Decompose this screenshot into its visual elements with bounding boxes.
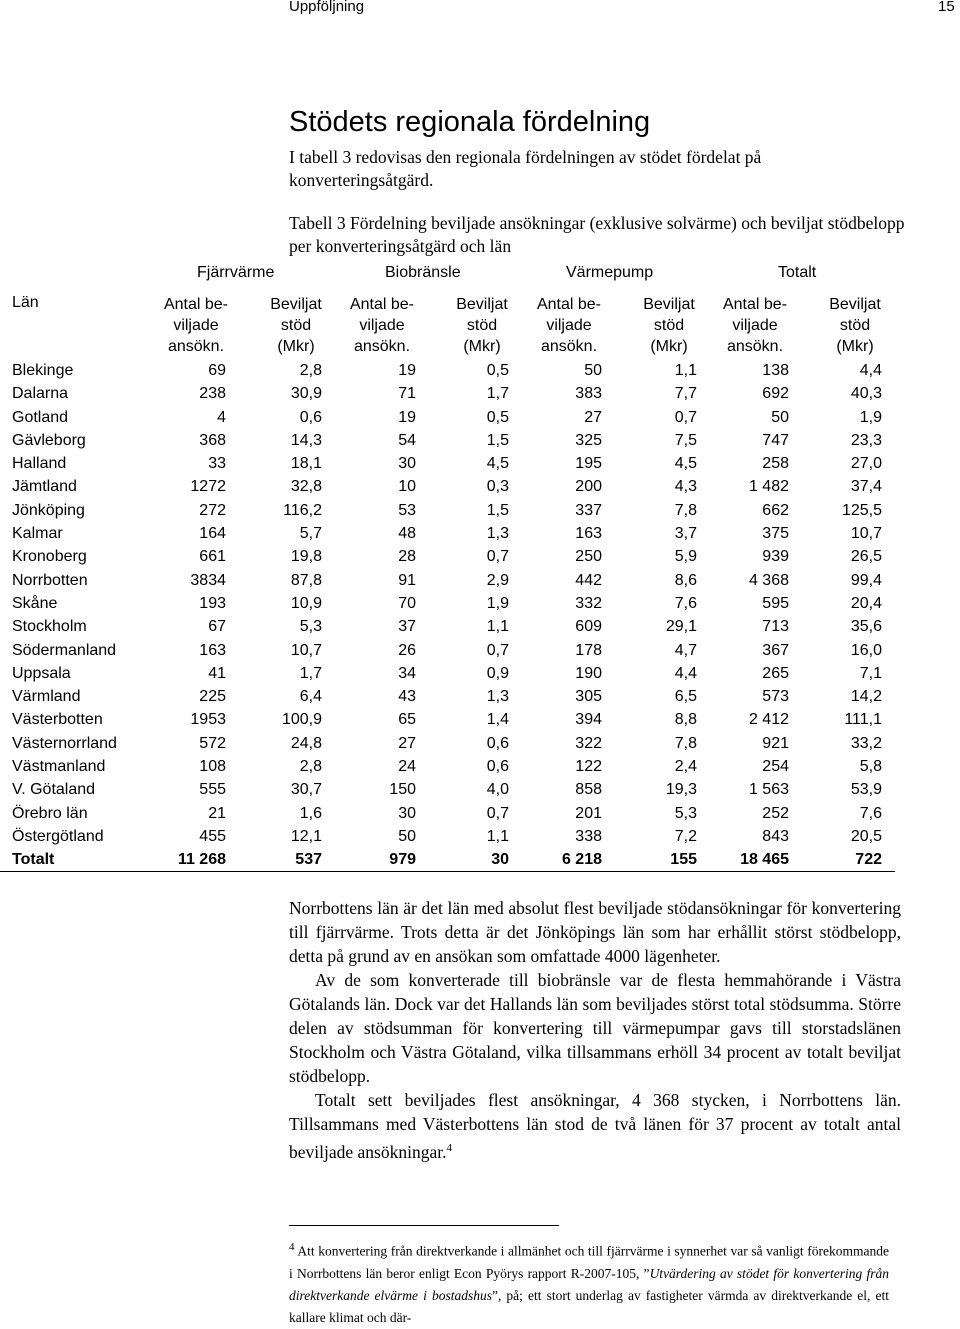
table-cell: 573 xyxy=(762,688,789,706)
table-cell: 23,3 xyxy=(850,431,882,449)
column-header-stod: Beviljat stöd (Mkr) xyxy=(829,296,881,355)
county-name: Stockholm xyxy=(12,618,87,636)
table-cell: 0,9 xyxy=(486,664,509,682)
table-cell: 21 xyxy=(208,804,226,822)
table-cell: 30,9 xyxy=(290,385,322,403)
table-cell: 322 xyxy=(575,734,602,752)
table-cell: 30,7 xyxy=(290,781,322,799)
county-name: Gävleborg xyxy=(12,431,86,449)
county-name: Dalarna xyxy=(12,385,69,403)
column-header-stod: Beviljat stöd (Mkr) xyxy=(456,296,508,355)
table-cell: 2,4 xyxy=(674,758,697,776)
page-number: 15 xyxy=(938,0,955,15)
table-cell: 91 xyxy=(398,571,416,589)
county-name: Blekinge xyxy=(12,362,74,379)
table-row xyxy=(12,476,892,499)
table-cell: 12,1 xyxy=(290,827,322,845)
table-cell: 65 xyxy=(398,711,416,729)
column-header-stod: Beviljat stöd (Mkr) xyxy=(643,296,695,355)
table-cell: 2,9 xyxy=(486,571,509,589)
table-cell: 572 xyxy=(199,734,226,752)
table-cell: 595 xyxy=(762,594,789,612)
table-cell: 10 xyxy=(398,478,416,496)
table-cell: 27 xyxy=(398,734,416,752)
table-cell: 1 563 xyxy=(748,781,789,799)
table-row xyxy=(12,360,892,383)
table-cell: 252 xyxy=(762,804,789,822)
table-cell: 30 xyxy=(398,804,416,822)
table-cell: 32,8 xyxy=(290,478,322,496)
table-cell: 661 xyxy=(199,548,226,566)
table-cell: 14,2 xyxy=(850,688,882,706)
table-cell: 41 xyxy=(208,664,226,682)
table-cell: 71 xyxy=(398,385,416,403)
table-cell: 1,1 xyxy=(674,362,697,379)
body-paragraph: Norrbottens län är det län med absolut flest beviljade stödansökningar för konvertering till fjärrvärme. Trots detta är det Jönköpings län som har erhållit störst stödbelopp, detta på grund av en ansökan som omfattade 4000 lägenheter. xyxy=(289,898,901,966)
table-cell: 19 xyxy=(398,362,416,379)
table-cell: 8,8 xyxy=(674,711,697,729)
group-header-biobransle: Biobränsle xyxy=(385,264,461,281)
table-cell: 33 xyxy=(208,455,226,473)
table-row xyxy=(12,779,892,802)
body-text xyxy=(289,896,901,1164)
table-cell: 7,6 xyxy=(859,804,882,822)
table-cell: 20,5 xyxy=(850,827,882,845)
table-cell: 0,7 xyxy=(674,408,697,426)
table-cell: 7,6 xyxy=(674,594,697,612)
table-cell: 37,4 xyxy=(850,478,882,496)
table-cell: 1,5 xyxy=(486,431,509,449)
county-name: Jämtland xyxy=(12,478,77,496)
section-title: Stödets regionala fördelning xyxy=(289,106,651,138)
table-cell: 5,8 xyxy=(859,758,882,776)
table-cell: 939 xyxy=(762,548,789,566)
table-cell: 29,1 xyxy=(665,618,697,636)
table-cell: 1,1 xyxy=(486,827,509,845)
table-cell: 0,7 xyxy=(486,641,509,659)
table-cell: 108 xyxy=(199,758,226,776)
table-cell: 662 xyxy=(762,501,789,519)
table-cell: 367 xyxy=(762,641,789,659)
column-header-antal: Antal be- viljade ansökn. xyxy=(163,296,229,355)
table-cell: 18 465 xyxy=(740,851,789,869)
table-cell: 150 xyxy=(389,781,416,799)
table-cell: 163 xyxy=(199,641,226,659)
footnote-rule xyxy=(289,1225,559,1226)
table-cell: 3834 xyxy=(190,571,226,589)
table-cell: 0,6 xyxy=(486,734,509,752)
county-name: Västerbotten xyxy=(12,711,103,729)
column-header-antal: Antal be- viljade ansökn. xyxy=(722,296,788,355)
table-cell: 125,5 xyxy=(841,501,882,519)
table-cell: 1953 xyxy=(190,711,226,729)
table-cell: 195 xyxy=(575,455,602,473)
table-cell: 34 xyxy=(398,664,416,682)
table-cell: 713 xyxy=(762,618,789,636)
table-row xyxy=(12,570,892,593)
table-row xyxy=(12,523,892,546)
table-cell: 858 xyxy=(575,781,602,799)
table-cell: 921 xyxy=(762,734,789,752)
table-cell: 7,7 xyxy=(674,385,697,403)
county-name: V. Götaland xyxy=(12,781,96,799)
table-cell: 1,4 xyxy=(486,711,509,729)
table-cell: 5,7 xyxy=(299,525,322,543)
table-caption: Tabell 3 Fördelning beviljade ansökningar (exklusive solvärme) och beviljat stödbelopp per konverteringsåtgärd och län xyxy=(289,213,905,256)
table-cell: 24,8 xyxy=(290,734,322,752)
table-cell: 18,1 xyxy=(290,455,322,473)
table-cell: 7,1 xyxy=(859,664,882,682)
table-cell: 254 xyxy=(762,758,789,776)
table-row xyxy=(12,407,892,430)
table-row xyxy=(12,593,892,616)
table-cell: 979 xyxy=(389,851,416,869)
table-cell: 609 xyxy=(575,618,602,636)
table-row xyxy=(12,663,892,686)
column-header-antal: Antal be- viljade ansökn. xyxy=(349,296,415,355)
table-cell: 40,3 xyxy=(850,385,882,403)
table-cell: 258 xyxy=(762,455,789,473)
table-row xyxy=(12,756,892,779)
table-cell: 178 xyxy=(575,641,602,659)
table-cell: 33,2 xyxy=(850,734,882,752)
county-name: Kronoberg xyxy=(12,548,87,566)
table-row xyxy=(12,733,892,756)
county-name: Värmland xyxy=(12,688,81,706)
table-cell: 1,7 xyxy=(299,664,322,682)
table-cell: 24 xyxy=(398,758,416,776)
footnote: $^4$ Att konvertering från direktverkande i allmänhet och till fjärrvärme i synnerhet var så vanligt förekommande i Norrbottens län beror enligt Econ Pyörys rapport R-2007-105, ”Utvärdering av stödet för konvertering från direktverkande elvärme i bostadshus”, på; ett stort underlag av fastigheter värmda av direktverkande el, ett kallare klimat och där- xyxy=(289,1241,890,1325)
table-cell: 50 xyxy=(398,827,416,845)
table-cell: 5,9 xyxy=(674,548,697,566)
table-cell: 6,5 xyxy=(674,688,697,706)
table-cell: 0,5 xyxy=(486,362,509,379)
table-row xyxy=(12,546,892,569)
table-cell: 747 xyxy=(762,431,789,449)
table-cell: 305 xyxy=(575,688,602,706)
table-cell: 99,4 xyxy=(850,571,882,589)
table-cell: 19,3 xyxy=(665,781,697,799)
table-cell: 375 xyxy=(762,525,789,543)
table-cell: 6,4 xyxy=(299,688,322,706)
table-cell: 272 xyxy=(199,501,226,519)
table-cell: 4 xyxy=(217,408,226,426)
table-cell: 111,1 xyxy=(844,711,882,729)
table-cell: 10,7 xyxy=(850,525,882,543)
table-cell: 0,5 xyxy=(486,408,509,426)
column-header-antal: Antal be- viljade ansökn. xyxy=(536,296,602,355)
county-name: Totalt xyxy=(12,851,55,869)
table-cell: 337 xyxy=(575,501,602,519)
table-cell: 4,4 xyxy=(674,664,697,682)
county-name: Västernorrland xyxy=(12,734,117,752)
table-cell: 1,9 xyxy=(859,408,882,426)
table-cell: 200 xyxy=(575,478,602,496)
table-cell: 1,9 xyxy=(486,594,509,612)
table-cell: 0,3 xyxy=(486,478,509,496)
table-row xyxy=(12,616,892,639)
table-cell: 163 xyxy=(575,525,602,543)
table-cell: 1,7 xyxy=(486,385,509,403)
table-row xyxy=(12,826,892,849)
table-cell: 20,4 xyxy=(850,594,882,612)
column-header-lan: Län xyxy=(12,294,39,311)
table-cell: 555 xyxy=(199,781,226,799)
table-cell: 1,3 xyxy=(486,688,509,706)
table-cell: 4,5 xyxy=(486,455,509,473)
table-row xyxy=(12,803,892,826)
table-cell: 3,7 xyxy=(674,525,697,543)
table-cell: 238 xyxy=(199,385,226,403)
table-cell: 70 xyxy=(398,594,416,612)
table-cell: 4,5 xyxy=(674,455,697,473)
table-cell: 1,6 xyxy=(299,804,322,822)
table-cell: 69 xyxy=(208,362,226,379)
table-cell: 843 xyxy=(762,827,789,845)
table-cell: 4,3 xyxy=(674,478,697,496)
table-row xyxy=(12,453,892,476)
table-cell: 5,3 xyxy=(299,618,322,636)
table-cell: 35,6 xyxy=(850,618,882,636)
table-cell: 26,5 xyxy=(850,548,882,566)
table-cell: 692 xyxy=(762,385,789,403)
county-name: Uppsala xyxy=(12,664,71,682)
table-cell: 50 xyxy=(584,362,602,379)
table-cell: 1272 xyxy=(190,478,226,496)
table-cell: 1 482 xyxy=(748,478,789,496)
table-cell: 455 xyxy=(199,827,226,845)
table-cell: 250 xyxy=(575,548,602,566)
table-cell: 8,6 xyxy=(674,571,697,589)
county-name: Örebro län xyxy=(12,804,88,822)
table-cell: 2,8 xyxy=(299,758,322,776)
county-name: Jönköping xyxy=(12,501,85,519)
table-row xyxy=(12,430,892,453)
table-cell: 16,0 xyxy=(850,641,882,659)
table-cell: 116,2 xyxy=(283,501,322,519)
table-total-row xyxy=(12,849,892,872)
county-name: Västmanland xyxy=(12,758,106,776)
county-name: Norrbotten xyxy=(12,571,88,589)
data-table-body xyxy=(12,360,892,873)
table-cell: 10,7 xyxy=(290,641,322,659)
table-cell: 27,0 xyxy=(850,455,882,473)
table-cell: 2,8 xyxy=(299,362,322,379)
table-cell: 0,7 xyxy=(486,548,509,566)
table-cell: 6 218 xyxy=(561,851,602,869)
table-cell: 338 xyxy=(575,827,602,845)
table-cell: 14,3 xyxy=(290,431,322,449)
table-cell: 265 xyxy=(762,664,789,682)
table-row xyxy=(12,500,892,523)
county-name: Östergötland xyxy=(12,827,104,845)
table-cell: 4,4 xyxy=(859,362,882,379)
county-name: Kalmar xyxy=(12,525,63,543)
table-cell: 27 xyxy=(584,408,602,426)
table-cell: 394 xyxy=(575,711,602,729)
table-cell: 332 xyxy=(575,594,602,612)
table-cell: 122 xyxy=(575,758,602,776)
intro-paragraph: I tabell 3 redovisas den regionala fördelningen av stödet fördelat på konverteringsåtgärd. xyxy=(289,147,762,190)
table-cell: 190 xyxy=(575,664,602,682)
table-cell: 1,1 xyxy=(486,618,509,636)
county-name: Gotland xyxy=(12,408,69,426)
group-header-fjarrvarme: Fjärrvärme xyxy=(197,264,275,281)
table-cell: 138 xyxy=(762,362,789,379)
footnote-number: 4 xyxy=(289,1241,295,1253)
table-cell: 225 xyxy=(199,688,226,706)
footnote-reference: 4 xyxy=(446,1142,452,1154)
table-cell: 5,3 xyxy=(674,804,697,822)
table-cell: 368 xyxy=(199,431,226,449)
table-cell: 87,8 xyxy=(290,571,322,589)
table-cell: 30 xyxy=(491,851,509,869)
group-header-totalt: Totalt xyxy=(778,264,817,281)
body-paragraph: Av de som konverterade till biobränsle var de flesta hemmahörande i Västra Götalands län. Dock var det Hallands län som beviljades störst total stödsumma. Större delen av stödsumman för konvertering till värmepumpar gavs till storstadslänen Stockholm och Västra Götaland, vilka tillsammans erhöll 34 procent av totalt beviljat stödbelopp. xyxy=(289,970,901,1086)
table-row xyxy=(12,383,892,406)
table-cell: 0,6 xyxy=(486,758,509,776)
table-cell: 19,8 xyxy=(290,548,322,566)
table-cell: 100,9 xyxy=(281,711,322,729)
table-cell: 7,8 xyxy=(674,501,697,519)
table-cell: 50 xyxy=(771,408,789,426)
table-cell: 1,5 xyxy=(486,501,509,519)
table-cell: 155 xyxy=(670,851,697,869)
table-cell: 7,5 xyxy=(674,431,697,449)
table-cell: 11 268 xyxy=(177,851,226,869)
table-cell: 30 xyxy=(398,455,416,473)
body-paragraph: Totalt sett beviljades flest ansökningar, 4 368 stycken, i Norrbottens län. Tillsammans med Västerbottens län stod de två länen för 37 procent av totalt antal beviljade ansökningar.$^4$ xyxy=(289,1090,901,1162)
table-cell: 4,0 xyxy=(486,781,509,799)
county-name: Skåne xyxy=(12,594,58,612)
table-cell: 67 xyxy=(208,618,226,636)
table-row xyxy=(12,640,892,663)
table-row xyxy=(12,686,892,709)
table-cell: 4 368 xyxy=(748,571,789,589)
table-cell: 722 xyxy=(855,851,882,869)
table-cell: 325 xyxy=(575,431,602,449)
table-cell: 26 xyxy=(398,641,416,659)
table-cell: 7,2 xyxy=(674,827,697,845)
table-cell: 537 xyxy=(295,851,322,869)
table-cell: 53,9 xyxy=(850,781,882,799)
table-cell: 48 xyxy=(398,525,416,543)
table-cell: 19 xyxy=(398,408,416,426)
table-cell: 53 xyxy=(398,501,416,519)
group-header-varmepump: Värmepump xyxy=(566,264,654,281)
table-cell: 164 xyxy=(199,525,226,543)
table-cell: 442 xyxy=(575,571,602,589)
table-cell: 4,7 xyxy=(674,641,697,659)
table-bottom-rule xyxy=(0,871,895,872)
table-cell: 1,3 xyxy=(486,525,509,543)
table-cell: 0,7 xyxy=(486,804,509,822)
table-cell: 43 xyxy=(398,688,416,706)
table-cell: 10,9 xyxy=(290,594,322,612)
table-cell: 54 xyxy=(398,431,416,449)
table-cell: 201 xyxy=(575,804,602,822)
running-header: Uppföljning xyxy=(289,0,365,15)
county-name: Södermanland xyxy=(12,641,117,659)
table-cell: 37 xyxy=(398,618,416,636)
table-cell: 0,6 xyxy=(299,408,322,426)
table-cell: 28 xyxy=(398,548,416,566)
county-name: Halland xyxy=(12,455,67,473)
table-cell: 7,8 xyxy=(674,734,697,752)
table-cell: 2 412 xyxy=(748,711,789,729)
table-cell: 193 xyxy=(199,594,226,612)
table-cell: 383 xyxy=(575,385,602,403)
column-header-stod: Beviljat stöd (Mkr) xyxy=(270,296,322,355)
table-row xyxy=(12,709,892,732)
